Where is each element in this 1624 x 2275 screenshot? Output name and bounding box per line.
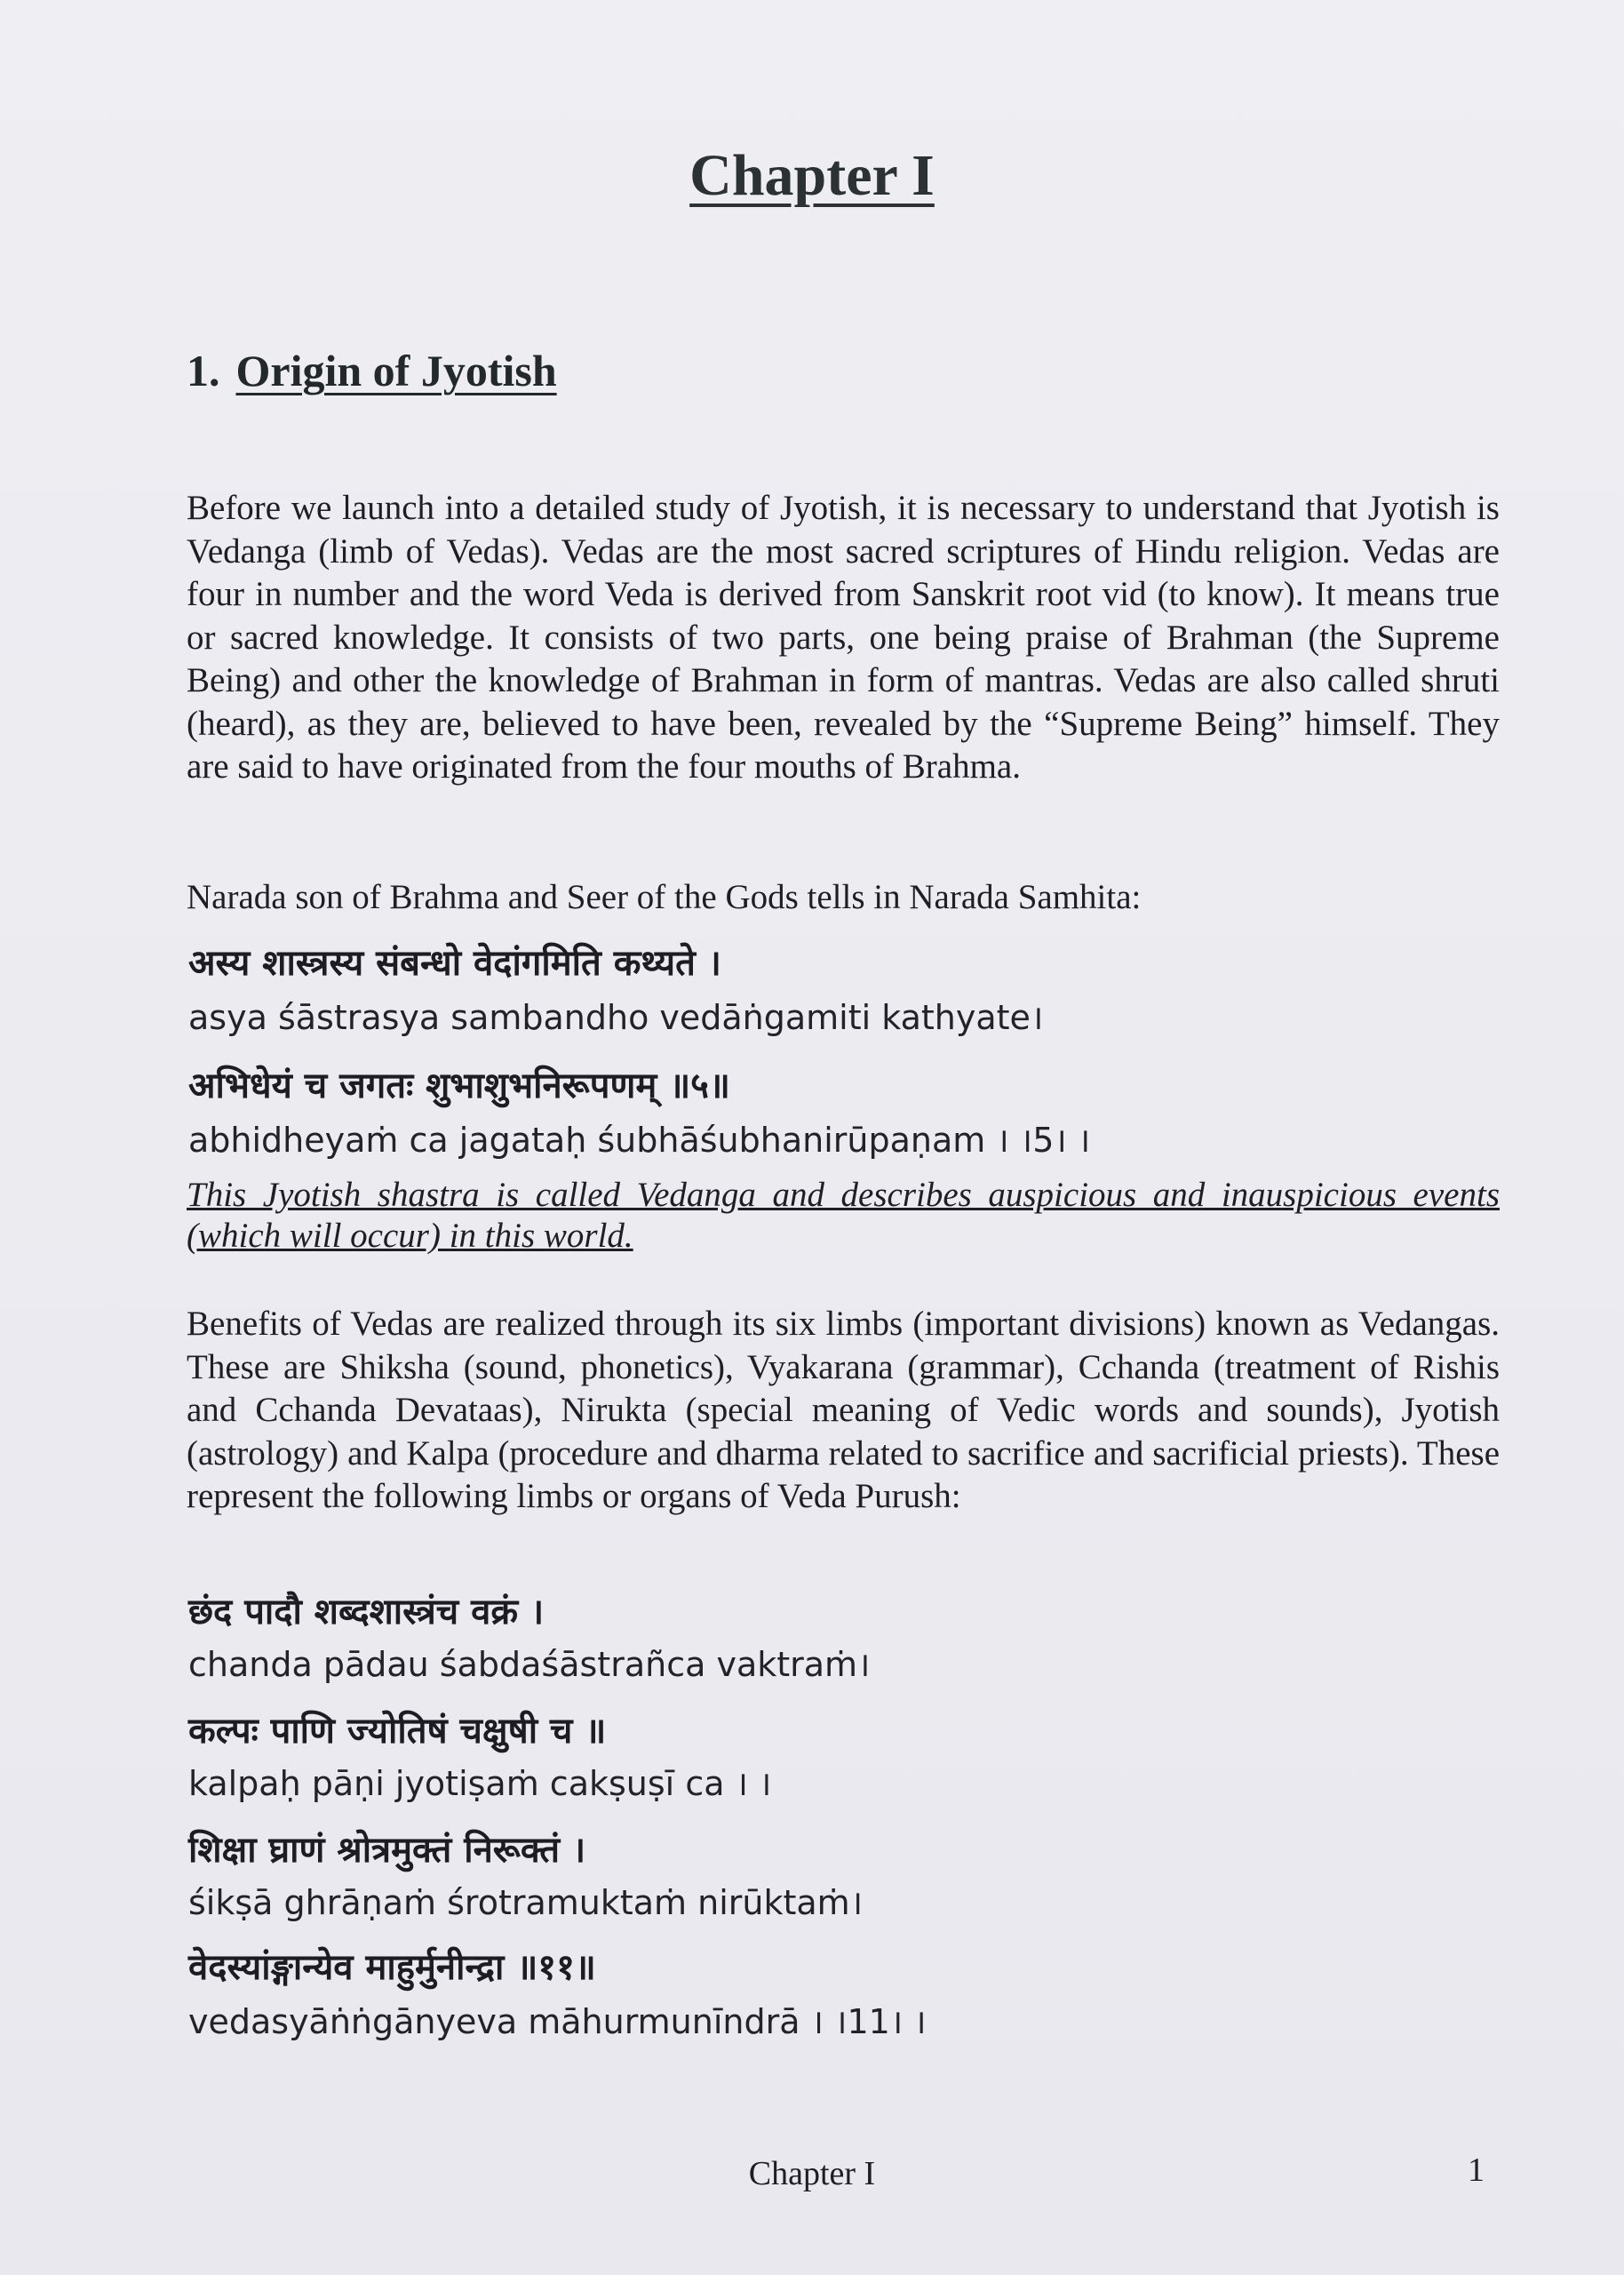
- verse2-line1-devanagari: छंद पादौ शब्दशास्त्रंच वक्रं ।: [188, 1592, 545, 1632]
- verse1-line1-transliteration: asya śāstrasya sambandho vedāṅgamiti kathyate।: [188, 998, 1044, 1037]
- footer-running-title: Chapter I: [748, 2155, 876, 2192]
- section-title: Origin of Jyotish: [235, 346, 557, 395]
- narada-paragraph: Narada son of Brahma and Seer of the Gods tells in Narada Samhita:: [187, 878, 1142, 916]
- verse2-line1-transliteration: chanda pādau śabdaśāstrañca vaktraṁ।: [188, 1645, 871, 1684]
- chapter-title: [0, 142, 1624, 210]
- verse2-line4-devanagari: वेदस्यांङ्गान्येव माहुर्मुनीन्द्रा ॥११॥: [188, 1947, 596, 1988]
- verse2-line2-transliteration: kalpaḥ pāṇi jyotiṣaṁ cakṣuṣī ca । ।: [188, 1764, 772, 1803]
- chapter-title-text: Chapter I: [689, 143, 935, 208]
- verse1-line2-devanagari: अभिधेयं च जगतः शुभाशुभनिरूपणम् ॥५॥: [188, 1066, 730, 1106]
- section-heading: [187, 345, 557, 396]
- verse1-translation: This Jyotish shastra is called Vedanga and describes auspicious and inauspicious events (which will occur) in this world.: [187, 1176, 1500, 1255]
- verse2-line2-devanagari: कल्पः पाणि ज्योतिषं चक्षुषी च ॥: [188, 1711, 607, 1752]
- verse2-line4-transliteration: vedasyāṅṅgānyeva māhurmunīndrā । ।11। ।: [188, 2002, 927, 2041]
- page-number: 1: [1468, 2151, 1485, 2189]
- benefits-paragraph: Benefits of Vedas are realized through its six limbs (important divisions) known as Vedangas. These are Shiksha (sound, phonetics), Vyakarana (grammar), Cchanda (treatment of Rishis and Cchanda Devataas), Nirukta (special meaning of Vedic words and sounds), Jyotish (astrology) and Kalpa (procedure and dharma related to sacrifice and sacrificial priests). These represent the following limbs or organs of Veda Purush:: [187, 1305, 1500, 1515]
- section-number: 1.: [187, 346, 220, 395]
- verse1-line2-transliteration: abhidheyaṁ ca jagataḥ śubhāśubhanirūpaṇam । ।5। ।: [188, 1121, 1091, 1160]
- verse2-line3-transliteration: śikṣā ghrāṇaṁ śrotramuktaṁ nirūktaṁ।: [188, 1883, 864, 1922]
- intro-paragraph: Before we launch into a detailed study of Jyotish, it is necessary to understand that Jyotish is Vedanga (limb of Vedas). Vedas are the most sacred scriptures of Hindu religion. Vedas are four in number and the word Veda is derived from Sanskrit root vid (to know). It means true or sacred knowledge. It consists of two parts, one being praise of Brahman (the Supreme Being) and other the knowledge of Brahman in form of mantras. Vedas are also called shruti (heard), as they are, believed to have been, revealed by the “Supreme Being” himself. They are said to have originated from the four mouths of Brahma.: [187, 489, 1500, 786]
- verse1-line1-devanagari: अस्य शास्त्रस्य संबन्धो वेदांगमिति कथ्यते ।: [188, 943, 721, 984]
- verse2-line3-devanagari: शिक्षा घ्राणं श्रोत्रमुक्तं निरूक्तं ।: [188, 1830, 586, 1871]
